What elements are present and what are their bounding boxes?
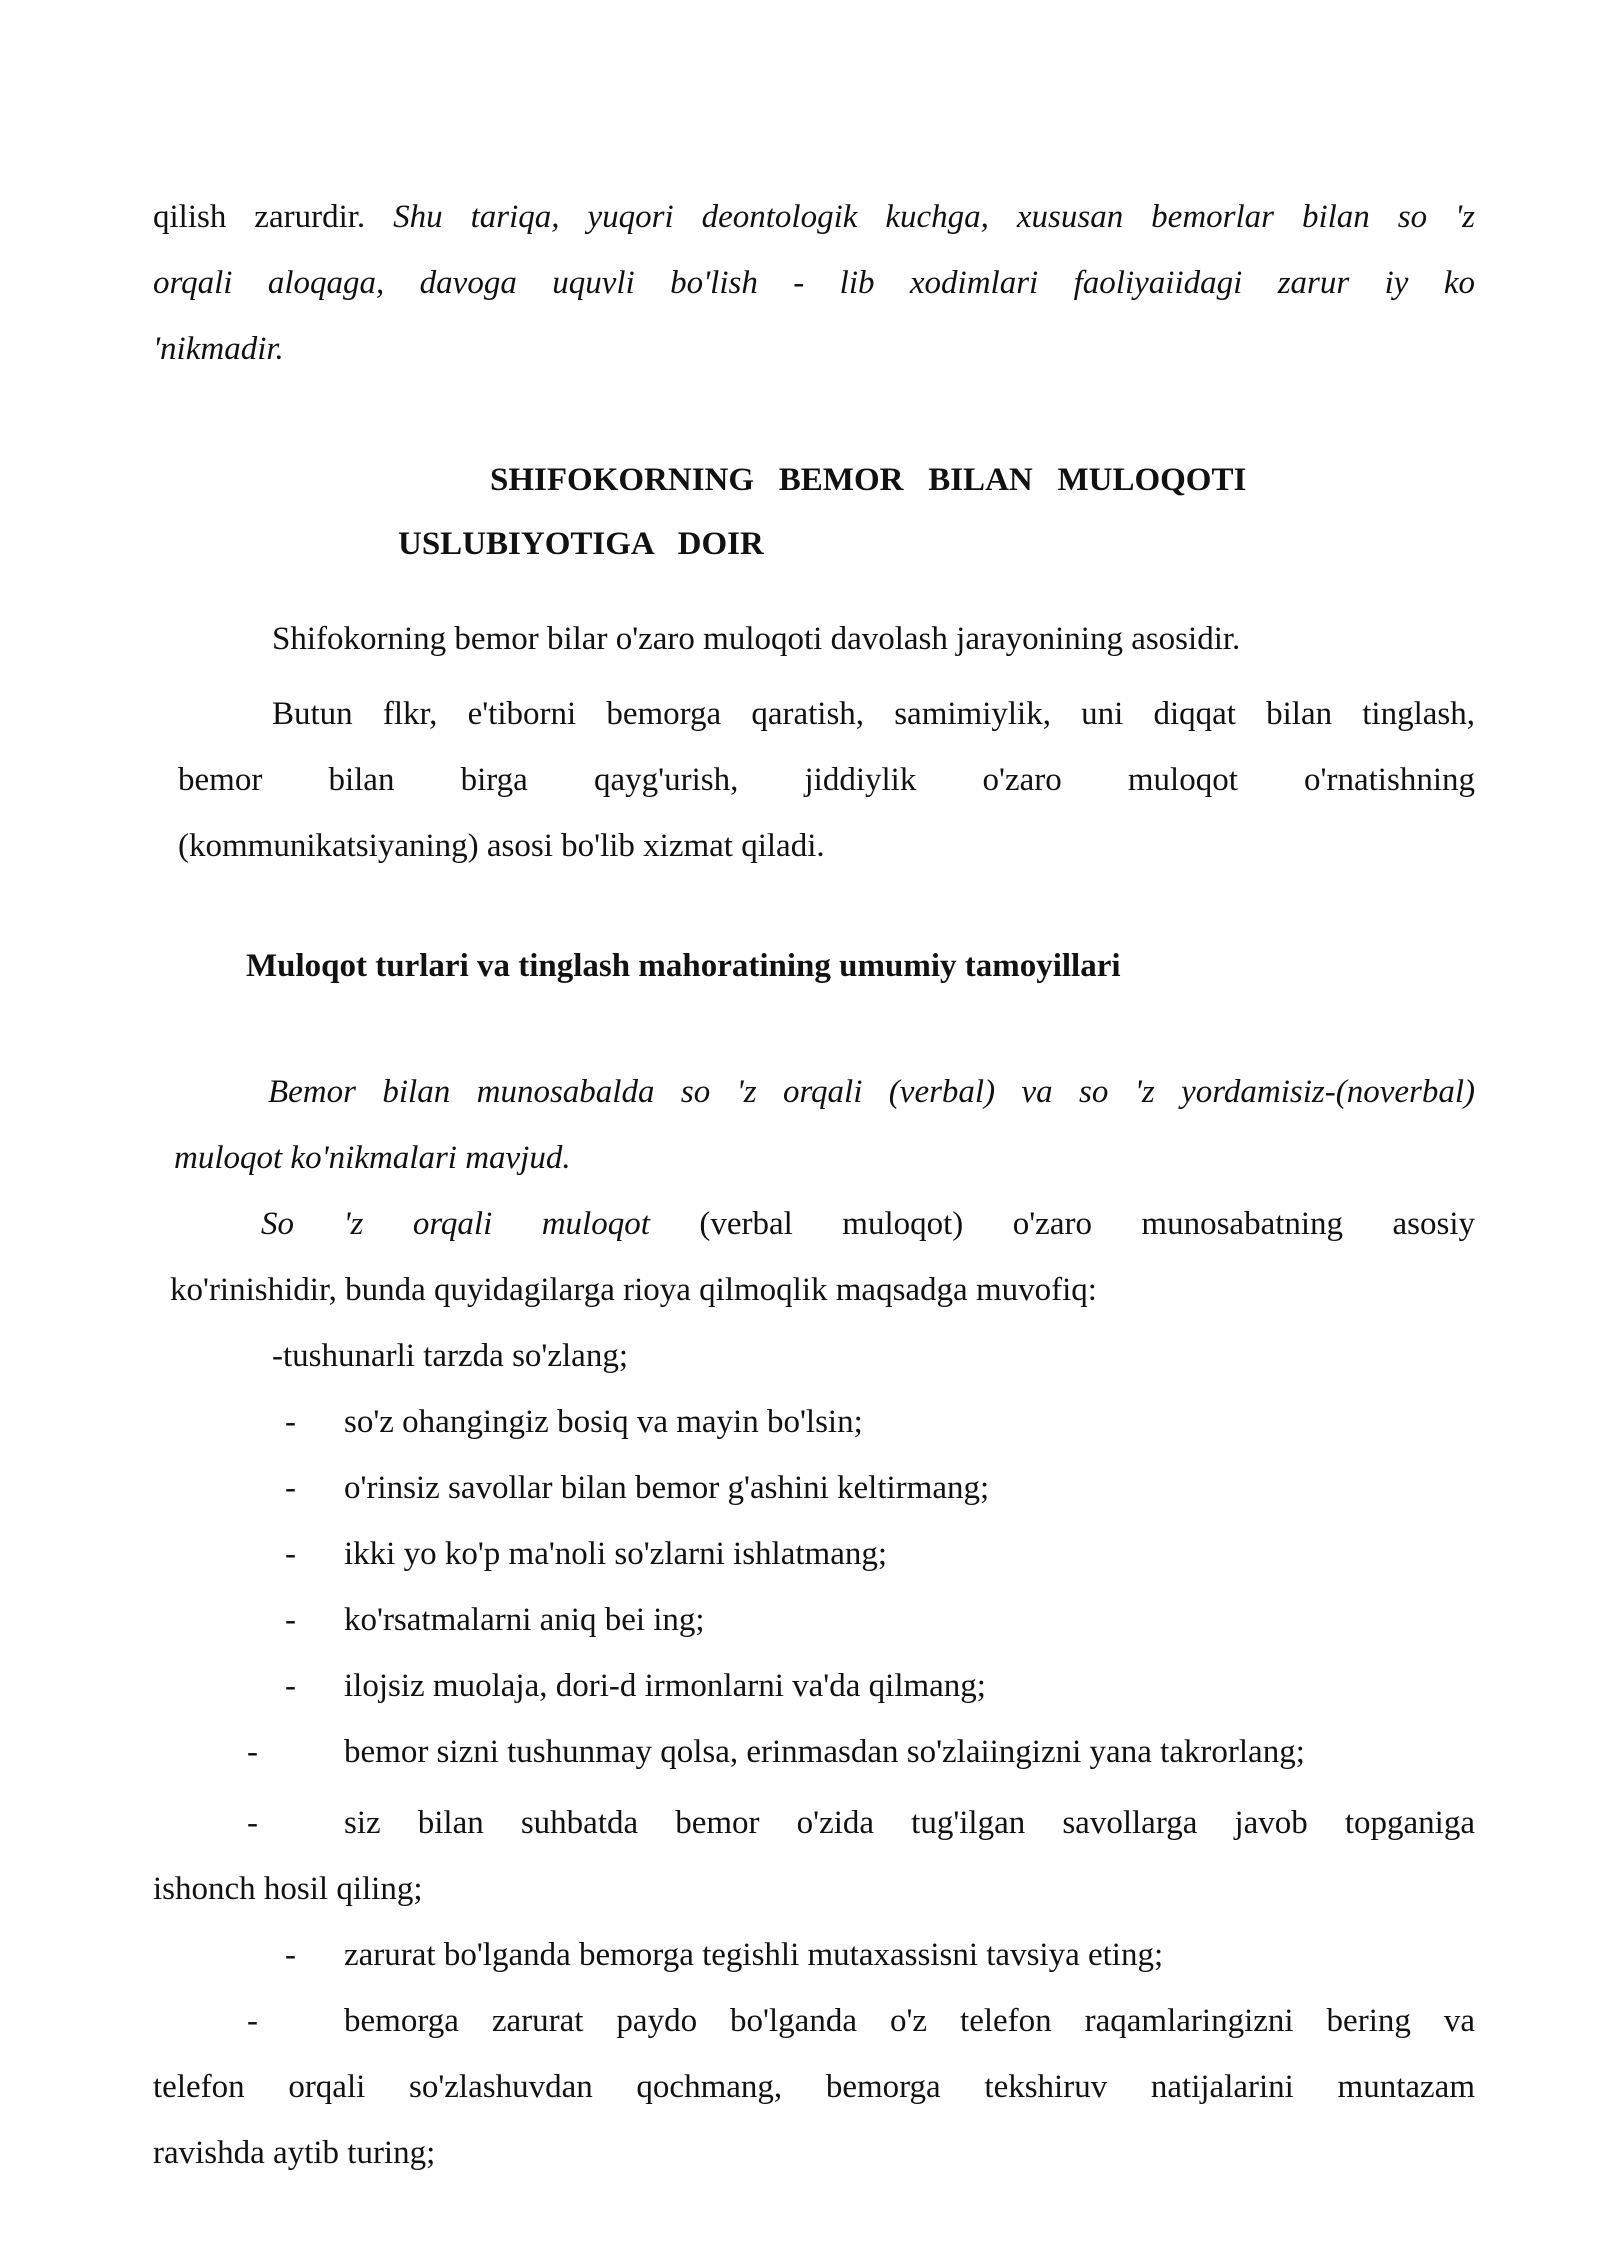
list-item: o'rinsiz savollar bilan bemor g'ashini keltirmang; [344, 1470, 990, 1506]
list-dash: - [285, 1668, 296, 1704]
section-title-line-1: SHIFOKORNING BEMOR BILAN MULOQOTI [490, 462, 1247, 498]
paragraph-2-line-1: Butun flkr, e'tiborni bemorga qaratish, samimiylik, uni diqqat bilan tinglash, [272, 696, 1475, 732]
intro-line-2: orqali aloqaga, davoga uquvli bo'lish - lib xodimlari faoliyaiidagi zarur iy ko [153, 265, 1475, 301]
list-item: ko'rsatmalarni aniq bei ing; [344, 1602, 705, 1638]
list-item: ilojsiz muolaja, dori-d irmonlarni va'da qilmang; [344, 1668, 986, 1704]
list-dash: - [247, 1805, 258, 1841]
list-item: so'z ohangingiz bosiq va mayin bo'lsin; [344, 1404, 863, 1440]
list-dash: - [247, 2003, 258, 2039]
section-title-line-2: USLUBIYOTIGA DOIR [398, 526, 764, 562]
list-item: bemor sizni tushunmay qolsa, erinmasdan so'zlaiingizni yana takrorlang; [344, 1734, 1305, 1770]
list-item: zarurat bo'lganda bemorga tegishli mutaxassisni tavsiya eting; [344, 1937, 1164, 1973]
list-item-siz-line-1: siz bilan suhbatda bemor o'zida tug'ilgan savollarga javob topganiga [344, 1805, 1475, 1841]
intro-line-1 [153, 197, 1475, 237]
intro-normal-text: qilish zarurdir. [153, 199, 366, 235]
list-dash: - [285, 1470, 296, 1506]
list-dash: - [285, 1937, 296, 1973]
list-item-last-line-2: telefon orqali so'zlashuvdan qochmang, bemorga tekshiruv natijalarini muntazam [153, 2069, 1475, 2105]
list-dash: - [285, 1404, 296, 1440]
intro-line-3: 'nikmadir. [153, 331, 284, 367]
list-dash: - [285, 1536, 296, 1572]
paragraph-2-line-2: bemor bilan birga qayg'urish, jiddiylik o'zaro muloqot o'rnatishning [178, 762, 1475, 798]
intro-italic-text: Shu tariqa, yuqori deontologik kuchga, xususan bemorlar bilan so 'z [393, 199, 1475, 235]
subheading: Muloqot turlari va tinglash mahoratining umumiy tamoyillari [246, 948, 1121, 984]
verbal-term: So 'z orqali muloqot [261, 1206, 650, 1242]
paragraph-4-line-2: ko'rinishidir, bunda quyidagilarga rioya qilmoqlik maqsadga muvofiq: [170, 1272, 1097, 1308]
paragraph-2-line-3: (kommunikatsiyaning) asosi bo'lib xizmat qiladi. [178, 828, 825, 864]
list-dash: - [247, 1734, 258, 1770]
list-item-first: -tushunarli tarzda so'zlang; [272, 1338, 628, 1374]
list-item-last-line-1: bemorga zarurat paydo bo'lganda o'z telefon raqamlaringizni bering va [344, 2003, 1475, 2039]
verbal-description: (verbal muloqot) o'zaro munosabatning asosiy [699, 1206, 1476, 1242]
paragraph-4-line-1 [261, 1204, 1475, 1244]
list-item-last-line-3: ravishda aytib turing; [153, 2135, 436, 2171]
list-item: ikki yo ko'p ma'noli so'zlarni ishlatmang; [344, 1536, 888, 1572]
list-item-siz-line-2: ishonch hosil qiling; [153, 1871, 423, 1907]
paragraph-1: Shifokorning bemor bilar o'zaro muloqoti davolash jarayonining asosidir. [272, 621, 1241, 657]
paragraph-3-line-2: muloqot ko'nikmalari mavjud. [174, 1140, 571, 1176]
list-dash: - [285, 1602, 296, 1638]
paragraph-3-line-1: Bemor bilan munosabalda so 'z orqali (verbal) va so 'z yordamisiz-(noverbal) [268, 1074, 1475, 1110]
